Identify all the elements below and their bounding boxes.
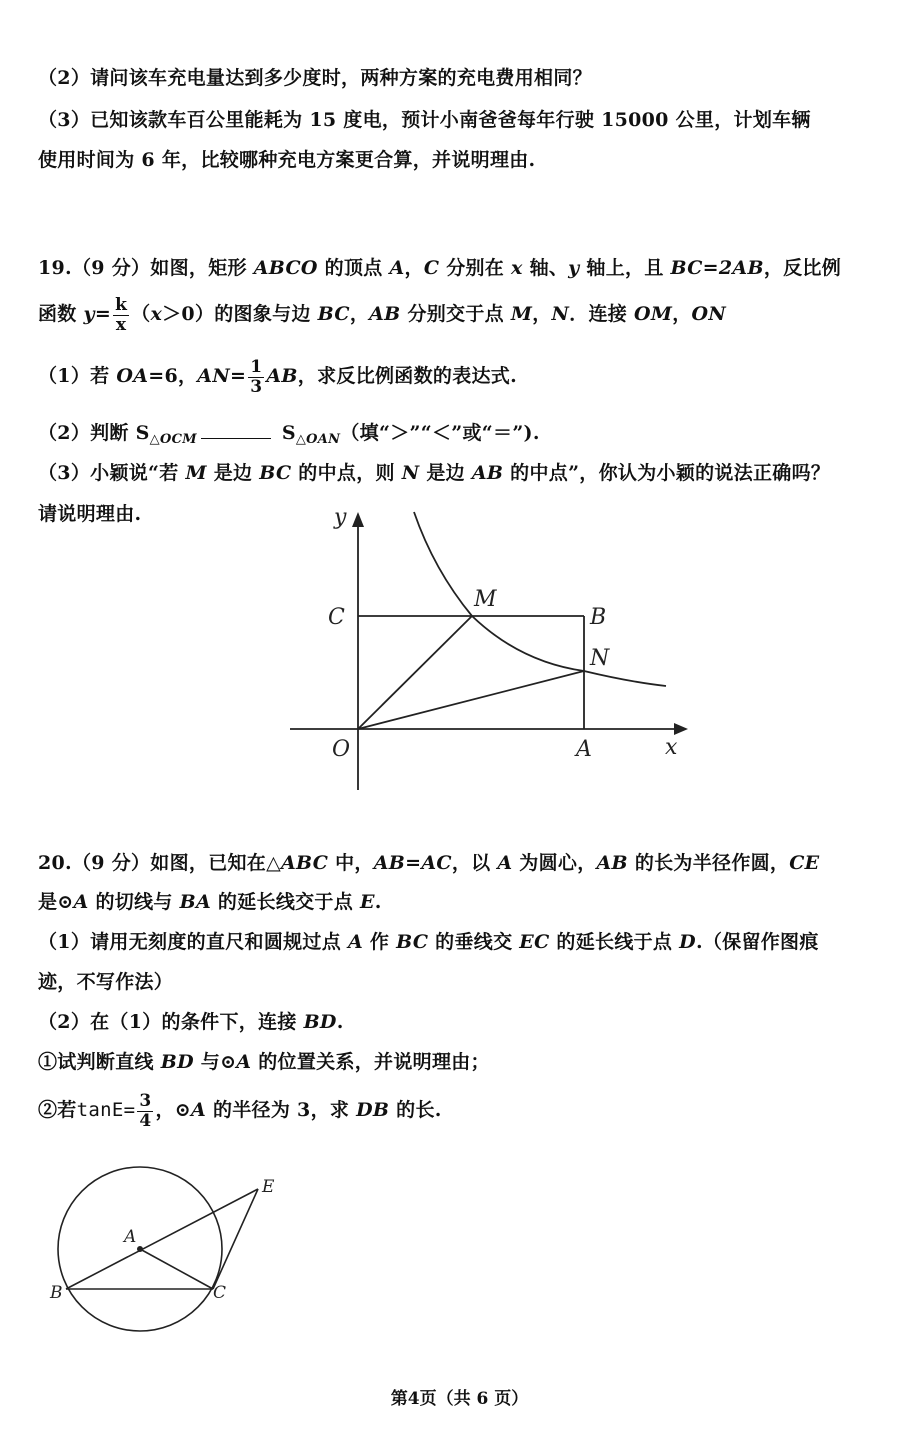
fraction-denominator: x [115,314,127,335]
math: AB [369,303,401,325]
text: 的位置关系，并说明理由； [251,1051,490,1073]
text: 中， [328,852,374,874]
math: ON [691,303,727,325]
math: A [73,891,89,913]
text: （1）请用无刻度的直尺和圆规过点 [38,931,348,953]
text: 是⊙ [38,891,74,913]
label-c: C [213,1283,227,1303]
subscript: △OCM [149,432,197,447]
math: AB [266,365,298,387]
label-a: A [124,1227,137,1247]
label-c: C [328,605,345,630]
segment-ac [140,1249,213,1289]
text: （2）在（1）的条件下，连接 [38,1011,304,1033]
text: ， [532,303,552,325]
text: 的延长线交于点 [211,891,360,913]
label-a: A [576,737,592,762]
text: ，求反比例函数的表达式. [297,365,518,387]
math: E [359,891,375,913]
math: ABC [281,852,329,874]
text: ②若 [38,1099,77,1121]
text: ，以 [451,852,498,874]
text: ①试判断直线 [38,1051,161,1073]
math: BD [303,1011,337,1033]
text: ， [404,257,424,279]
text: 的顶点 [317,257,390,279]
label-y: y [334,505,347,530]
subscript: △OAN [295,432,341,447]
text: （填“＞”“＜”或“＝”). [340,422,540,444]
math: CE [789,852,820,874]
fraction-numerator: 3 [139,1090,152,1111]
text: 的延长线于点 [549,931,680,953]
math: x [511,257,523,279]
text: ．连接 [569,303,635,325]
text: （1）若 [38,365,117,387]
math: A [347,931,363,953]
text: ，反比例 [763,257,842,279]
math: BD [160,1051,194,1073]
math: y= [83,303,112,325]
math: BA [179,891,212,913]
math: BC [396,931,429,953]
text: 的切线与 [88,891,180,913]
fraction-denominator: 4 [139,1110,152,1131]
text: ＞0）的图象与边 [162,303,318,325]
text: ，⊙ [155,1099,191,1121]
math: N [551,303,570,325]
math: y [568,257,580,279]
text: 的中点”，你认为小颖的说法正确吗？ [503,462,831,484]
math: M [510,303,533,325]
label-b: B [50,1283,63,1303]
text: = [230,365,247,387]
math: A [190,1099,207,1121]
text: 为圆心， [512,852,597,874]
text: 的中点，则 [291,462,402,484]
text: （2）判断 S [38,422,150,444]
q20-part1-line2: 迹，不写作法） [38,971,174,993]
text: 是边 [419,462,472,484]
math: tanE= [76,1099,136,1121]
math: AB [596,852,628,874]
center-point [137,1246,143,1252]
q18-part3-line1: （3）已知该款车百公里能耗为 15 度电，预计小南爸爸每年行驶 15000 公里，计划车辆 [38,109,811,131]
text: . [374,891,382,913]
fraction-numerator: k [115,294,128,315]
text: 分别在 [439,257,512,279]
label-b: B [590,605,607,630]
text: 分别交于点 [400,303,511,325]
math: M [185,462,207,484]
math: A [497,852,513,874]
math: A [236,1051,252,1073]
text: 的长为半径作圆， [627,852,790,874]
math: N [401,462,420,484]
q19-part3-line2: 请说明理由. [38,503,142,525]
q18-part3-line2: 使用时间为 6 年，比较哪种充电方案更合算，并说明理由. [38,149,536,171]
text: =6， [148,365,198,387]
label-e: E [262,1177,275,1197]
text: 轴上，且 [579,257,671,279]
math: OM [634,303,673,325]
text: 19.（9 分）如图，矩形 [38,257,254,279]
math: AN [197,365,231,387]
math: BC=2AB [670,257,764,279]
text: 是边 [206,462,260,484]
text: 20.（9 分）如图，已知在△ [38,852,282,874]
label-o: O [332,737,351,762]
page-footer: 第4页（共 6 页） [390,1389,529,1409]
text: 轴、 [522,257,569,279]
math: AB [471,462,504,484]
segment-ce [213,1189,258,1289]
text: 函数 [38,303,84,325]
text: 的垂线交 [428,931,520,953]
math: EC [519,931,550,953]
math: x [150,303,163,325]
text: . [336,1011,344,1033]
text: （ [131,303,151,325]
math: BC [259,462,292,484]
text: ， [349,303,370,325]
math: BC [317,303,350,325]
text: .（保留作图痕 [695,931,819,953]
fraction-denominator: 3 [250,376,263,397]
math: C [423,257,440,279]
text: 作 [362,931,397,953]
math: AB=AC [373,852,452,874]
text: （3）小颖说“若 [38,462,186,484]
math: A [389,257,405,279]
math: DB [356,1099,390,1121]
label-x: x [665,735,678,760]
text: 的半径为 3，求 [206,1099,357,1121]
label-n: N [590,646,610,671]
math: ABCO [253,257,318,279]
text: 的长. [389,1099,442,1121]
text: 与⊙ [193,1051,237,1073]
text: ， [672,303,692,325]
text: S [274,422,296,444]
fraction-numerator: 1 [250,356,263,377]
math: OA [116,365,149,387]
math: D [679,931,696,953]
segment-ba-extended [66,1189,258,1289]
label-m: M [474,587,497,612]
q18-part2: （2）请问该车充电量达到多少度时，两种方案的充电费用相同？ [38,67,592,89]
